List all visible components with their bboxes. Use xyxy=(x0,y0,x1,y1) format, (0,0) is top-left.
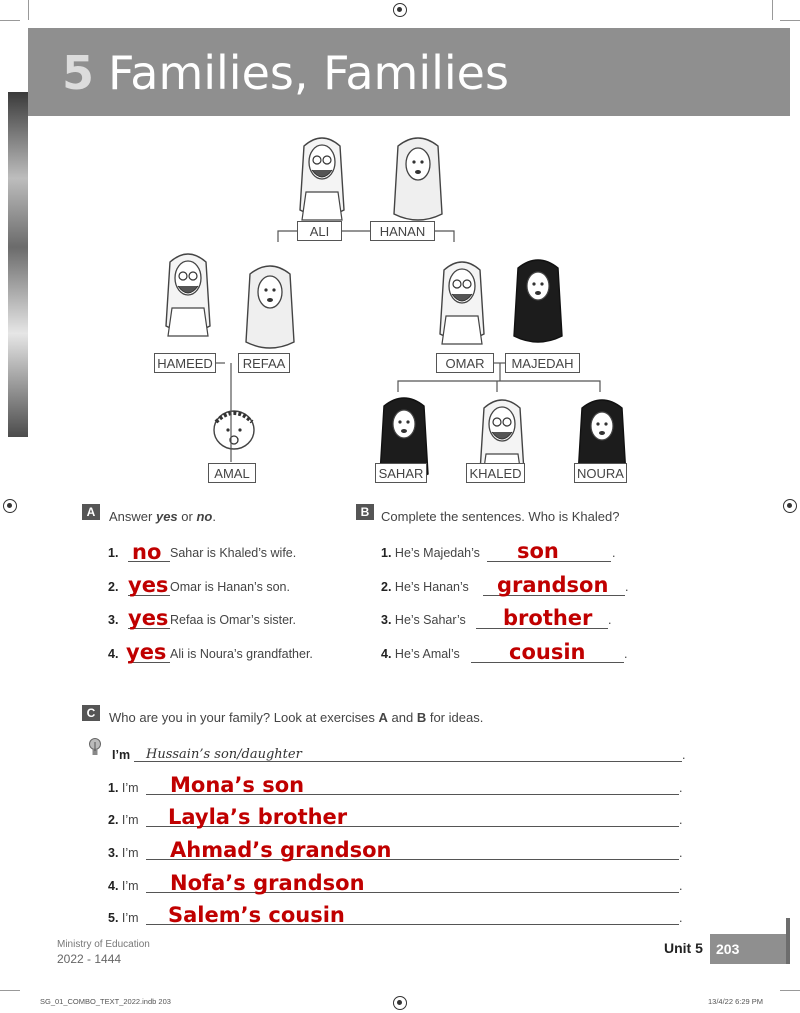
unit-label: Unit 5 xyxy=(664,940,703,956)
name-box-omar: OMAR xyxy=(436,353,494,373)
exercise-c-instruction xyxy=(109,710,483,725)
exercise-a-item-4 xyxy=(108,640,338,664)
name-box-amal: AMAL xyxy=(208,463,256,483)
item-number: 2. xyxy=(108,813,119,827)
item-number: 4. xyxy=(108,647,119,661)
exercise-b-item-4: 4. He’s Amal’s cousin . xyxy=(381,640,628,664)
exercise-c-item-2: 2. I’m Layla’s brother . xyxy=(108,805,683,829)
answer-a-1[interactable]: no xyxy=(132,540,162,564)
item-number: 1. xyxy=(108,781,119,795)
answer-b-2[interactable]: grandson xyxy=(497,573,609,597)
item-text: He’s Hanan’s xyxy=(394,580,469,594)
item-text: Ali is Noura’s grandfather. xyxy=(170,647,313,661)
item-number: 3. xyxy=(108,846,119,860)
exercise-b-letter: B xyxy=(356,504,374,520)
answer-c-3[interactable]: Ahmad’s grandson xyxy=(170,838,392,862)
exercise-a-instruction xyxy=(109,509,216,524)
item-text: Sahar is Khaled’s wife. xyxy=(170,546,297,560)
lightbulb-icon xyxy=(88,738,102,758)
item-number: 2. xyxy=(381,580,392,594)
instruction-text: Who are you in your family? Look at exercises xyxy=(109,710,379,725)
exercise-a-item-1 xyxy=(108,540,338,564)
exercise-b-instruction: Complete the sentences. Who is Khaled? xyxy=(381,509,620,524)
item-text: He’s Sahar’s xyxy=(394,613,466,627)
instruction-ref-b: B xyxy=(416,710,427,725)
item-number: 1. xyxy=(108,546,119,560)
name-box-ali: ALI xyxy=(297,221,342,241)
slug-filename: SG_01_COMBO_TEXT_2022.indb 203 xyxy=(40,997,171,1006)
chapter-title: Families, Families xyxy=(108,46,509,100)
item-number: 3. xyxy=(108,613,119,627)
item-prefix: I’m xyxy=(121,911,139,925)
name-box-khaled: KHALED xyxy=(466,463,525,483)
publication-year: 2022 - 1444 xyxy=(57,952,122,966)
example-answer: Hussain’s son/daughter xyxy=(146,747,302,762)
instruction-text: for ideas. xyxy=(426,710,484,725)
registration-mark-icon xyxy=(3,499,17,513)
item-prefix: I’m xyxy=(121,813,139,827)
answer-c-5[interactable]: Salem’s cousin xyxy=(168,903,345,927)
item-prefix: I’m xyxy=(121,879,139,893)
name-box-sahar: SAHAR xyxy=(375,463,427,483)
item-number: 4. xyxy=(381,647,392,661)
registration-mark-icon xyxy=(393,996,407,1010)
answer-b-4[interactable]: cousin xyxy=(509,640,586,664)
exercise-c-item-4: 4. I’m Nofa’s grandson . xyxy=(108,871,683,895)
item-text: Omar is Hanan’s son. xyxy=(170,580,290,594)
item-text: He’s Amal’s xyxy=(394,647,460,661)
item-number: 3. xyxy=(381,613,392,627)
answer-c-4[interactable]: Nofa’s grandson xyxy=(170,871,365,895)
example-prefix: I’m xyxy=(112,748,131,762)
item-number: 2. xyxy=(108,580,119,594)
crop-mark xyxy=(780,990,800,991)
answer-c-1[interactable]: Mona’s son xyxy=(170,773,305,797)
publisher-name: Ministry of Education xyxy=(57,939,150,950)
answer-b-3[interactable]: brother xyxy=(503,606,593,630)
exercise-a-item-3 xyxy=(108,606,338,630)
page-number: 203 xyxy=(716,941,740,957)
exercise-b-item-2: 2. He’s Hanan’s grandson . xyxy=(381,573,629,597)
answer-a-2[interactable]: yes xyxy=(128,573,169,597)
instruction-no: no xyxy=(196,509,213,524)
exercise-c-letter: C xyxy=(82,705,100,721)
answer-a-4[interactable]: yes xyxy=(126,640,167,664)
instruction-yes: yes xyxy=(155,509,178,524)
registration-mark-icon xyxy=(783,499,797,513)
name-box-hanan: HANAN xyxy=(370,221,435,241)
exercise-c-item-1: 1. I’m Mona’s son . xyxy=(108,773,683,797)
item-text: Refaa is Omar’s sister. xyxy=(170,613,296,627)
name-box-refaa: REFAA xyxy=(238,353,290,373)
answer-b-1[interactable]: son xyxy=(517,539,559,563)
name-box-hameed: HAMEED xyxy=(154,353,216,373)
name-box-noura: NOURA xyxy=(574,463,627,483)
page-edge-bar xyxy=(786,918,790,964)
item-number: 4. xyxy=(108,879,119,893)
exercise-a-item-2 xyxy=(108,573,338,597)
item-prefix: I’m xyxy=(121,846,139,860)
exercise-c-example: I’m Hussain’s son/daughter . xyxy=(112,747,686,762)
exercise-b-item-3: 3. He’s Sahar’s brother . xyxy=(381,606,612,630)
exercise-b-item-1: 1. He’s Majedah’s son . xyxy=(381,539,616,563)
item-prefix: I’m xyxy=(121,781,139,795)
exercise-a-letter: A xyxy=(82,504,100,520)
exercise-c-item-5: 5. I’m Salem’s cousin . xyxy=(108,903,683,927)
item-number: 1. xyxy=(381,546,392,560)
instruction-ref-a: A xyxy=(378,710,388,725)
chapter-number: 5 xyxy=(62,46,95,100)
crop-mark xyxy=(0,990,20,991)
instruction-text: and xyxy=(387,710,417,725)
slug-date: 13/4/22 6:29 PM xyxy=(708,997,764,1006)
instruction-text: or xyxy=(177,509,197,524)
item-number: 5. xyxy=(108,911,119,925)
name-box-majedah: MAJEDAH xyxy=(505,353,580,373)
instruction-text: Answer xyxy=(109,509,156,524)
answer-c-2[interactable]: Layla’s brother xyxy=(168,805,348,829)
item-text: He’s Majedah’s xyxy=(394,546,480,560)
instruction-text: . xyxy=(212,509,216,524)
answer-a-3[interactable]: yes xyxy=(128,606,169,630)
family-tree-illustration xyxy=(0,0,800,500)
exercise-c-item-3: 3. I’m Ahmad’s grandson . xyxy=(108,838,683,862)
